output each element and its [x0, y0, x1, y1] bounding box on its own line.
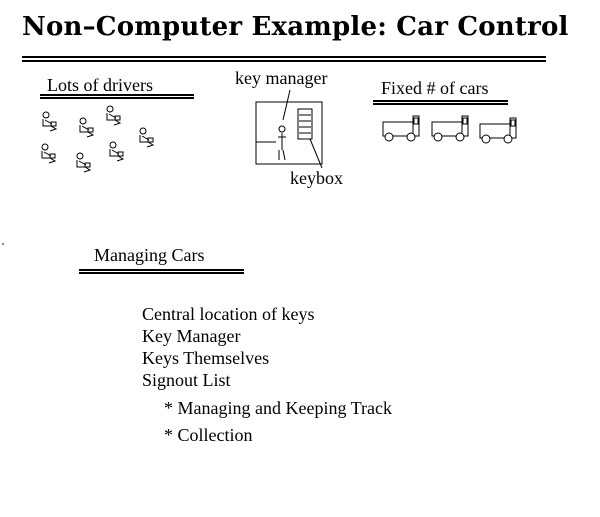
list-item: Keys Themselves [142, 348, 270, 368]
list-item: Central location of keys [142, 304, 315, 324]
driver-icon [43, 112, 56, 131]
driver-icon [107, 106, 120, 125]
driver-icon [110, 142, 123, 161]
list-item: Signout List [142, 370, 231, 390]
managing-cars-heading: Managing Cars [94, 245, 205, 265]
car-icon [383, 116, 419, 141]
driver-icon [140, 128, 153, 147]
car-icon [480, 118, 516, 143]
key-manager-room-icon [256, 90, 322, 168]
keybox-label: keybox [290, 168, 343, 188]
page-title: Non–Computer Example: Car Control [22, 12, 569, 42]
key-manager-label: key manager [235, 68, 328, 88]
list-item: * Collection [164, 425, 253, 445]
driver-icon [80, 118, 93, 137]
stray-dot [2, 243, 4, 245]
driver-icon [42, 144, 55, 163]
cars-label: Fixed # of cars [381, 78, 489, 98]
driver-icon [77, 153, 90, 172]
drivers-label: Lots of drivers [47, 75, 153, 95]
list-item: * Managing and Keeping Track [164, 398, 392, 418]
car-icon [432, 116, 468, 141]
list-item: Key Manager [142, 326, 241, 346]
